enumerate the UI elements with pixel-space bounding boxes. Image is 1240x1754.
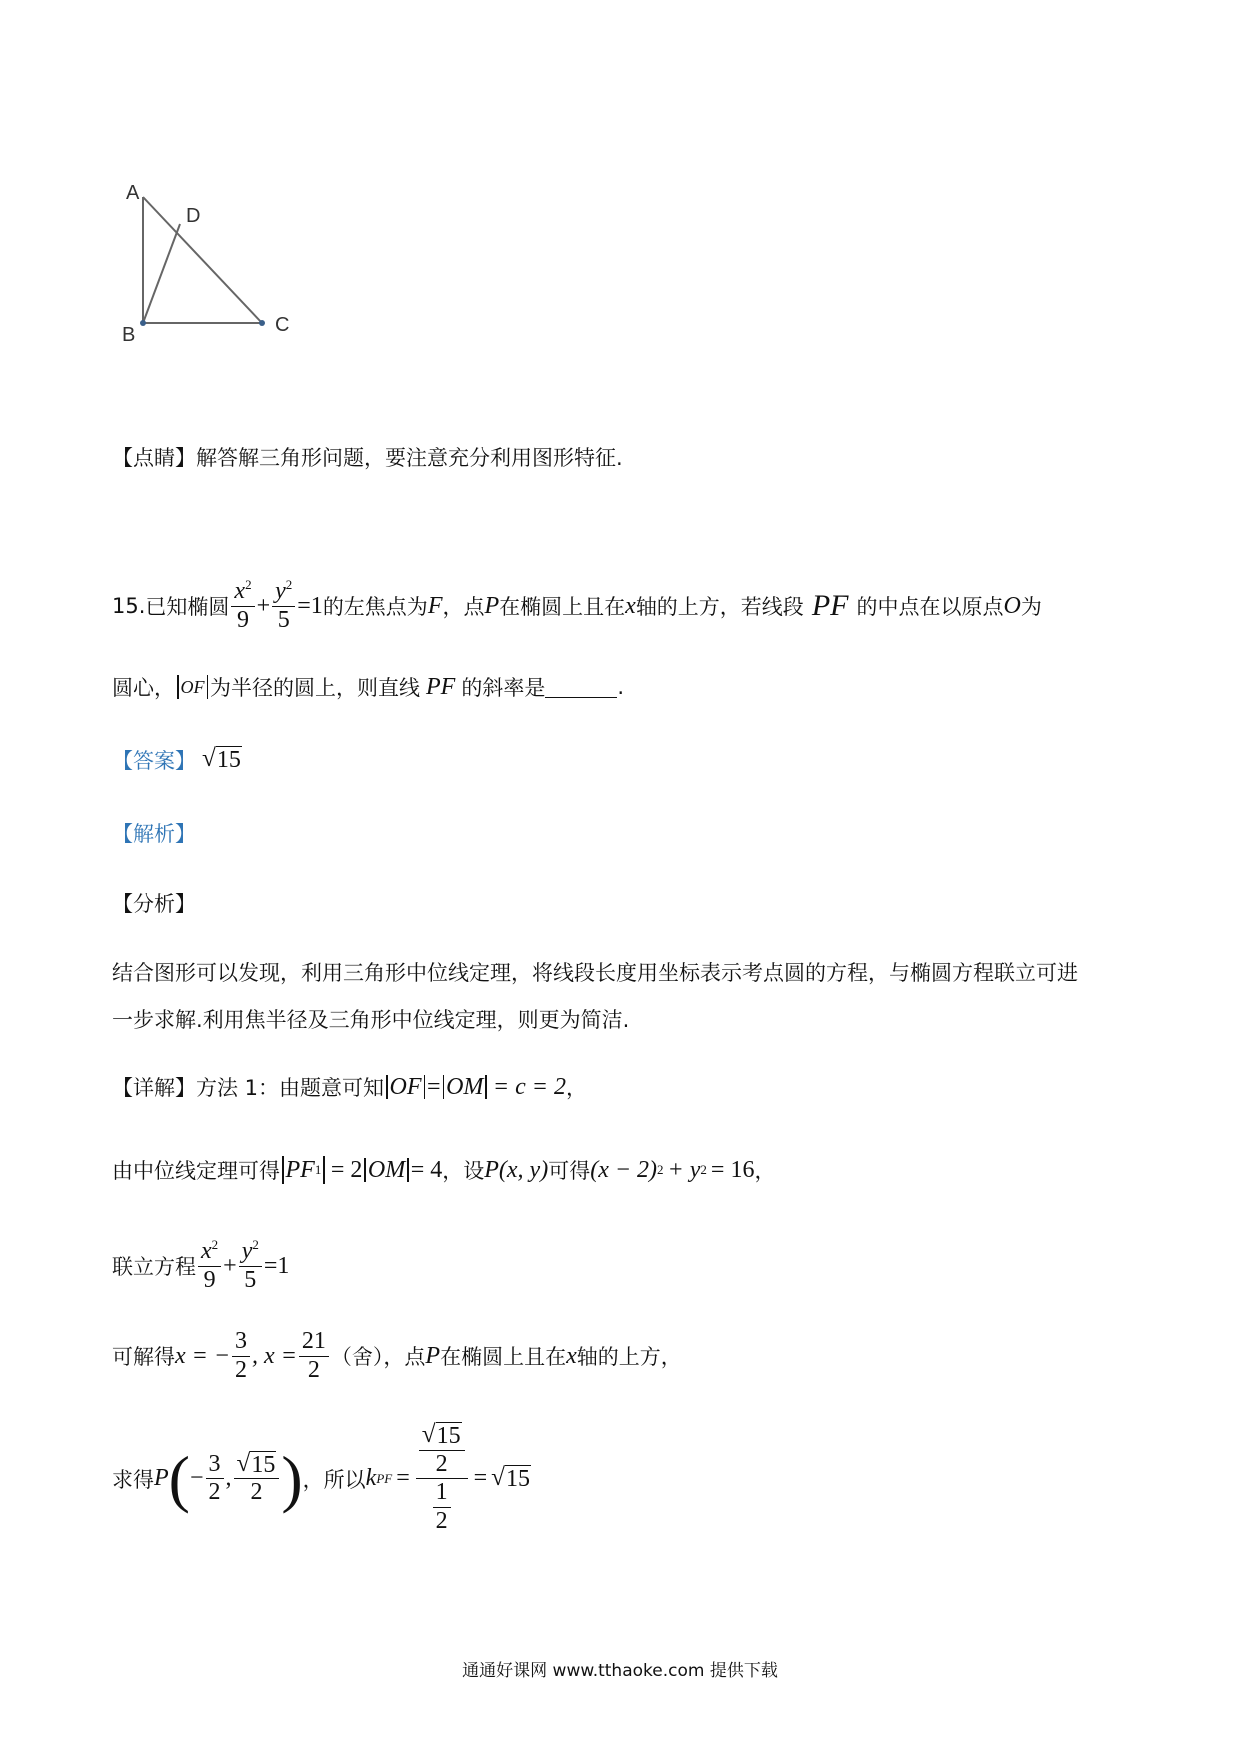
answer-tag: 【答案】 — [112, 749, 196, 773]
page-footer: 通通好课网 www.tthaoke.com 提供下载 — [462, 1661, 778, 1681]
ellipse-equation: $\frac{x^2}{9}$ + $\frac{y^2}{5}$ =1 — [229, 578, 322, 634]
detail-line-4 — [112, 1328, 682, 1384]
detail-l2-text: 由中位线定理可得 — [112, 1159, 280, 1183]
detail-line-5 — [112, 1422, 531, 1535]
detail-line-3 — [112, 1238, 289, 1294]
detail-line-2 — [112, 1155, 775, 1185]
label-c: C — [275, 314, 290, 336]
problem-text-7: 为 — [1020, 595, 1042, 620]
triangle-diagram — [110, 185, 310, 385]
problem-line2-b: 为半径的圆上，则直线 — [210, 676, 420, 700]
label-d: D — [186, 205, 201, 227]
detail-l3-eq: $\frac{x^2}{9}$ + $\frac{y^2}{5}$ =1 — [196, 1238, 289, 1294]
answer-line — [112, 745, 242, 775]
detail-l5-so: ，所以 — [302, 1467, 366, 1492]
problem-line2-end: . — [617, 675, 625, 699]
detail-l1-end: ， — [565, 1076, 587, 1100]
segment-bd — [143, 224, 180, 323]
problem-line2-a: 圆心， — [112, 676, 175, 700]
problem-text-3: ，点 — [442, 595, 485, 620]
detail-l2-set: ，设 — [442, 1159, 485, 1183]
fenxi-line-1: 结合图形可以发现，利用三角形中位线定理，将线段长度用坐标表示考点圆的方程，与椭圆方程联立可进 — [112, 961, 1078, 985]
detail-l4-eq: x = − $\frac{3}{2}$ , x = $\frac{21}{2}$ — [175, 1328, 331, 1384]
detail-l4-she: （舍），点 — [330, 1345, 426, 1370]
detail-l4-x: x — [566, 1342, 577, 1369]
dianjing-tag: 【点睛】 — [112, 446, 196, 470]
detail-l3-text: 联立方程 — [112, 1255, 196, 1280]
label-b: B — [122, 324, 136, 346]
var-pf: PF — [811, 589, 849, 623]
detail-l2-p: P(x, y) — [484, 1156, 549, 1183]
detail-l4-on: 在椭圆上且在 — [440, 1345, 567, 1370]
detail-line-1 — [112, 1072, 587, 1102]
var-of: OF — [180, 676, 205, 697]
problem-text-5: 轴的上方，若线段 — [635, 595, 804, 620]
var-f: F — [427, 592, 443, 619]
detail-l2-eq: (x − 2) 2 + y 2 = 16 — [590, 1156, 755, 1183]
problem-text-1: 已知椭圆 — [145, 595, 230, 620]
segment-ac — [143, 197, 262, 323]
jiexi-tag: 【解析】 — [112, 822, 196, 846]
problem-15-line-1 — [112, 578, 1042, 634]
detail-l1-text: 方法 1：由题意可知 — [196, 1076, 385, 1100]
problem-text-6: 的中点在以原点 — [856, 595, 1004, 620]
problem-15-line-2 — [112, 672, 624, 702]
eq-x: x — [234, 578, 246, 604]
dianjing-line — [112, 442, 623, 472]
problem-line2-c: 的斜率是 — [461, 676, 546, 700]
detail-l5-point: P ( − $\frac{3}{2}$ , √ 15 2 ) — [154, 1442, 303, 1514]
detail-l5-slope: k PF = √ 15 2 $\frac{1}{2}$ = √ 15 — [365, 1421, 530, 1534]
problem-text-2: 的左焦点为 — [322, 595, 428, 620]
var-pf-2: PF — [426, 673, 456, 700]
eq-rhs: =1 — [297, 592, 323, 619]
detail-tag: 【详解】 — [112, 1076, 196, 1100]
problem-number: 15. — [112, 594, 146, 619]
label-a: A — [126, 185, 140, 204]
detail-l4-text: 可解得 — [112, 1345, 175, 1370]
answer-blank — [545, 677, 617, 698]
dianjing-text: 解答解三角形问题，要注意充分利用图形特征. — [196, 446, 623, 470]
var-x: x — [625, 592, 636, 619]
point-c — [259, 320, 265, 326]
detail-l4-end: 轴的上方， — [576, 1345, 682, 1370]
fenxi-line-2: 一步求解.利用焦半径及三角形中位线定理，则更为简洁. — [112, 1008, 630, 1032]
detail-l2-math: PF 1 = 2 OM = 4 — [280, 1156, 442, 1184]
detail-l4-p: P — [425, 1342, 441, 1369]
detail-l2-end: ， — [754, 1159, 776, 1183]
detail-l1-math: OF = OM = c = 2 — [384, 1074, 566, 1101]
point-b — [140, 320, 146, 326]
detail-l5-text: 求得 — [112, 1467, 154, 1492]
problem-text-4: 在椭圆上且在 — [499, 595, 626, 620]
var-o: O — [1003, 592, 1021, 619]
var-p: P — [484, 592, 500, 619]
eq-y: y — [275, 578, 286, 604]
answer-value: √ 15 — [202, 745, 241, 774]
fenxi-tag: 【分析】 — [112, 892, 196, 916]
detail-l2-get: 可得 — [548, 1159, 591, 1183]
eq-y-den: 5 — [277, 606, 290, 633]
eq-x-den: 9 — [236, 606, 249, 633]
